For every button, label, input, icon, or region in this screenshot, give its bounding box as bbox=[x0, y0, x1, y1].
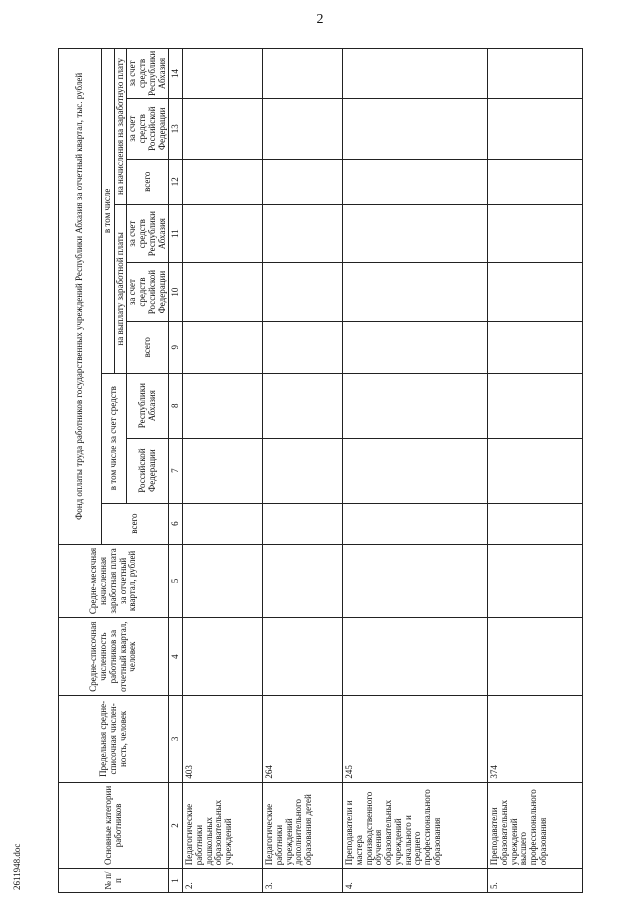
table-row bbox=[343, 49, 488, 893]
row-number: 3. bbox=[263, 869, 343, 893]
index-cell: 14 bbox=[169, 49, 183, 99]
header-payout-rf: за счет средств Российской Федерации bbox=[127, 263, 169, 321]
header-category: Основные категории работников bbox=[59, 782, 169, 869]
row-number: 4. bbox=[343, 869, 488, 893]
index-cell: 5 bbox=[169, 544, 183, 618]
header-fund: Фонд оплаты труда работников государственных учреждений Республики Абхазия за отчетный квартал, тыс. рублей bbox=[59, 49, 102, 545]
index-cell: 2 bbox=[169, 782, 183, 869]
header-accrual-ra: за счет средств Республики Абхазия bbox=[127, 49, 169, 99]
row-limit: 403 bbox=[183, 696, 263, 783]
header-accrual: на начисления на заработную плату bbox=[114, 49, 127, 205]
header-payout-ra: за счет средств Республики Абхазия bbox=[127, 204, 169, 262]
header-payout: на выплату заработной платы bbox=[114, 204, 127, 373]
row-category: Преподаватели и мастера производственного обучения образовательных учреждений начального и среднего профессионального образования bbox=[343, 782, 488, 869]
rotated-table-container bbox=[58, 48, 578, 893]
row-number: 5. bbox=[488, 869, 583, 893]
index-cell: 3 bbox=[169, 696, 183, 783]
doc-reference: 2611948.doc bbox=[12, 843, 22, 890]
index-cell: 7 bbox=[169, 438, 183, 503]
header-accrual-rf: за счет средств Российской Федерации bbox=[127, 98, 169, 159]
index-cell: 4 bbox=[169, 618, 183, 696]
index-cell: 10 bbox=[169, 263, 183, 321]
row-category: Педагогические работники учреждений дополнительного образования детей bbox=[263, 782, 343, 869]
header-rf: Российской Федерации bbox=[127, 438, 169, 503]
header-accrual-total: всего bbox=[127, 159, 169, 204]
table-row bbox=[488, 49, 583, 893]
row-limit: 264 bbox=[263, 696, 343, 783]
page-number: 2 bbox=[316, 12, 324, 27]
header-fund-total: всего bbox=[102, 503, 169, 544]
header-payout-total: всего bbox=[127, 321, 169, 373]
index-cell: 6 bbox=[169, 503, 183, 544]
header-avg-count: Средне-списочная численность работников за отчетный квартал, человек bbox=[59, 618, 169, 696]
index-cell: 1 bbox=[169, 869, 183, 893]
header-number: № п/п bbox=[59, 869, 169, 893]
header-limit: Предельная средне-списочная числен-ность, человек bbox=[59, 696, 169, 783]
header-avg-salary: Средне-месячная начисленная заработная плата за отчетный квартал, рублей bbox=[59, 544, 169, 618]
footer bbox=[10, 838, 70, 898]
header-incl: в том числе bbox=[102, 49, 115, 374]
index-cell: 12 bbox=[169, 159, 183, 204]
table-wrapper bbox=[58, 48, 578, 893]
index-cell: 9 bbox=[169, 321, 183, 373]
row-limit: 374 bbox=[488, 696, 583, 783]
row-category: Педагогические работники дошкольных образовательных учреждений bbox=[183, 782, 263, 869]
row-limit: 245 bbox=[343, 696, 488, 783]
index-cell: 13 bbox=[169, 98, 183, 159]
header-incl-sources: в том числе за счет средств bbox=[102, 373, 127, 503]
table-row bbox=[183, 49, 263, 893]
row-category: Преподаватели образовательных учреждений высшего профессионального образования bbox=[488, 782, 583, 869]
index-cell: 11 bbox=[169, 204, 183, 262]
header-ra: Республики Абхазия bbox=[127, 373, 169, 438]
column-index-row bbox=[169, 49, 183, 893]
row-number: 2. bbox=[183, 869, 263, 893]
wage-fund-table bbox=[58, 48, 583, 893]
index-cell: 8 bbox=[169, 373, 183, 438]
table-row bbox=[263, 49, 343, 893]
